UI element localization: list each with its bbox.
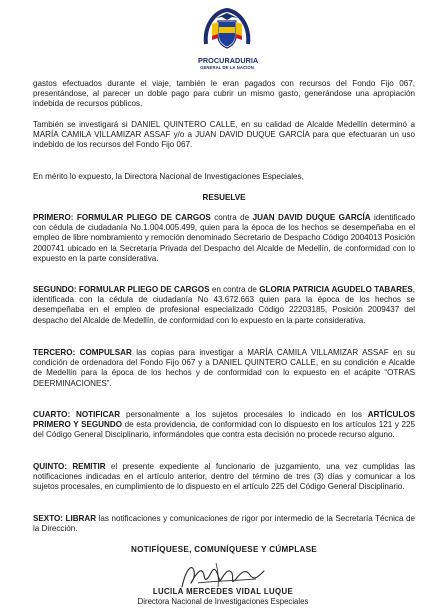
intro-paragraph-2: También se investigará si DANIEL QUINTERO CALLE, en su calidad de Alcalde Medellín determinó a MARÍA CAMILA VILLAMIZAR ASSAF y/o a JUAN DAVID DUQUE GARCÍA para que efectuaran un uso indebido de los recursos del Fondo Fijo 067.	[33, 120, 415, 150]
coat-of-arms-icon	[198, 4, 256, 56]
article-primero-lead: PRIMERO: FORMULAR PLIEGO DE CARGOS	[33, 213, 211, 222]
article-cuarto-text-1: personalmente a los sujetos procesales lo indicado en los	[120, 410, 368, 419]
closing-formula: NOTIFÍQUESE, COMUNÍQUESE Y CÚMPLASE	[130, 545, 318, 554]
article-primero-text-1: contra de	[210, 213, 253, 222]
article-cuarto-bold: ARTÍCULOS PRIMERO Y SEGUNDO	[33, 410, 415, 430]
article-segundo-text-1: en contra de	[209, 285, 260, 294]
intro-paragraph-1: gastos efectuados durante el viaje, también le eran pagados con recursos del Fondo Fijo 067, presentándose, al parecer un doble pago para cubrir un mismo gasto, generándose una apropiación indebida de recursos públicos.	[33, 79, 415, 109]
article-cuarto-text-2: de esta providencia, de conformidad con lo dispuesto en los artículos 121 y 225 del Código General Disciplinario, informándoles que contra esta decisión no procede recurso alguno.	[33, 420, 415, 440]
logo-wordmark: PROCURADURIA	[198, 56, 259, 65]
article-segundo	[33, 285, 415, 326]
article-primero-text-2: identificado con cédula de ciudadanía No.1.004.005.499, quien para la época de los hechos se desempeñaba en el empleo de libre nombramiento y remoción denominado Secretario de Despacho Código 2004013 Posición 2000741 ubicado en la Secretaría Privada del Despacho del Alcalde de Medellín, de conformidad con lo expuesto en la parte considerativa.	[33, 213, 415, 263]
article-cuarto	[33, 410, 415, 441]
article-primero-name: JUAN DAVID DUQUE GARCÍA	[252, 213, 371, 222]
article-quinto-lead: QUINTO: REMITIR	[33, 462, 106, 471]
article-primero	[33, 213, 415, 264]
article-cuarto-lead: CUARTO: NOTIFICAR	[33, 410, 121, 419]
article-sexto	[33, 514, 415, 534]
article-quinto-text: el presente expediente al funcionario de juzgamiento, una vez cumplidas las notificaciones indicadas en el artículo anterior, dentro del término de tres (3) días y comunicar a los sujetos procesales, en cumplimiento de lo dispuesto en el artículo 225 del Código General Disciplinario.	[33, 462, 416, 492]
signer-role: Directora Nacional de Investigaciones Especiales	[137, 597, 309, 606]
article-tercero	[33, 348, 415, 389]
article-segundo-name: GLORIA PATRICIA AGUDELO TABARES	[259, 285, 413, 294]
procuraduria-logo	[198, 4, 259, 86]
article-tercero-lead: TERCERO: COMPULSAR	[33, 348, 132, 357]
intro-paragraph-3: En mérito lo expuesto, la Directora Nacional de Investigaciones Especiales,	[33, 172, 304, 181]
article-tercero-text: las copias para investigar a MARÍA CAMILA VILLAMIZAR ASSAF en su condición de ordenadora del Fondo Fijo 067 y a DANIEL QUINTERO CALLE, en su condición e Alcalde de Medellín para la época de los hechos y de conformidad con lo expuesto en el acápite “OTRAS DEERMINACIONES”.	[33, 348, 415, 388]
article-segundo-text-2: , identificada con la cédula de ciudadanía No 43.672.663 quien para la época de los hechos se desempeñaba en el empleo de profesional especializado Código 22203185, Posición 2009437 del despacho del Alcalde de Medellín, de conformidad con lo expuesto en la parte considerativa.	[33, 285, 415, 325]
logo-subtitle: GENERAL DE LA NACION	[200, 65, 254, 70]
article-sexto-text: las notificaciones y comunicaciones de rigor por intermedio de la Secretaría Técnica de la Dirección.	[33, 514, 415, 534]
signer-name: LUCILA MERCEDES VIDAL LUQUE	[152, 587, 294, 596]
resuelve-heading: RESUELVE	[202, 193, 246, 202]
article-segundo-lead: SEGUNDO: FORMULAR PLIEGO DE CARGOS	[33, 285, 210, 294]
article-quinto	[33, 462, 415, 493]
article-sexto-lead: SEXTO: LIBRAR	[33, 514, 97, 523]
